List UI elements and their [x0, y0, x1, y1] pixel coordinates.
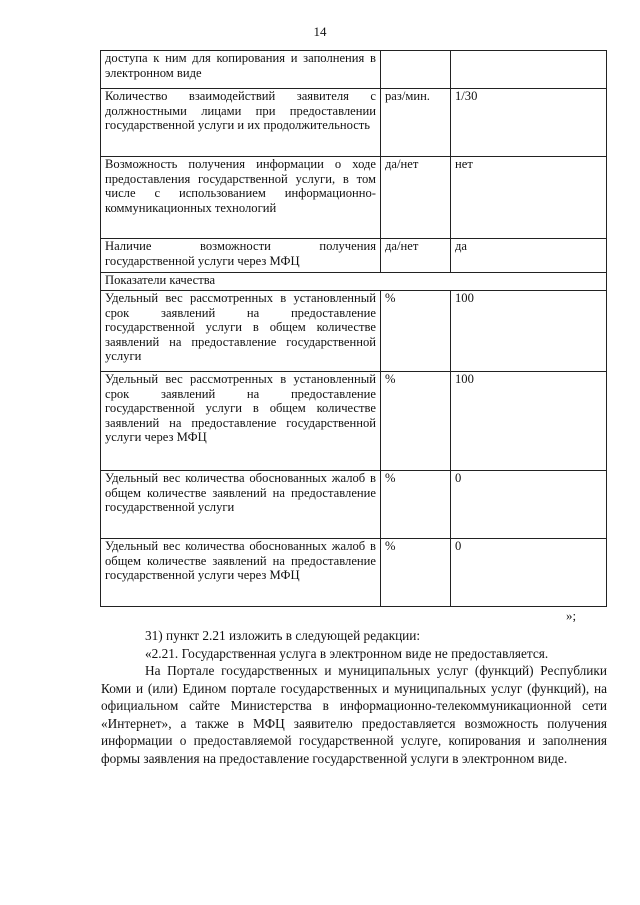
table-row [101, 539, 607, 607]
table-row [101, 157, 607, 239]
unit-cell: % [381, 291, 451, 372]
paragraph-portal: На Портале государственных и муниципальных услуг (функций) Республики Коми и (или) Едином портале государственных и муниципальных услуг (функций), на официальном сайте Министерства в информационно-телекоммуникационной сети «Интернет», а также в МФЦ заявителю предоставляется возможность получения информации о предоставляемой государственной услуге, копирования и заполнения формы заявления на предоставление государственной услуги в электронном виде. [101, 663, 607, 766]
indicator-cell: Возможность получения информации о ходе предоставления государственной услуги, в том числе с использованием информационно-коммуникационных технологий [101, 157, 381, 239]
value-cell: 100 [451, 372, 607, 471]
indicator-cell: доступа к ним для копирования и заполнения в электронном виде [101, 51, 381, 89]
amendment-text [101, 627, 607, 767]
unit-cell: да/нет [381, 157, 451, 239]
table-row [101, 471, 607, 539]
table-section-row [101, 273, 607, 291]
indicator-cell: Удельный вес рассмотренных в установленный срок заявлений на предоставление государственной услуги в общем количестве заявлений на предоставление государственной услуги [101, 291, 381, 372]
table-row [101, 239, 607, 273]
section-heading: Показатели качества [101, 273, 607, 291]
indicator-cell: Удельный вес количества обоснованных жалоб в общем количестве заявлений на предоставление государственной услуги через МФЦ [101, 539, 381, 607]
indicator-cell: Наличие возможности получения государственной услуги через МФЦ [101, 239, 381, 273]
value-cell: да [451, 239, 607, 273]
indicator-cell: Количество взаимодействий заявителя с должностными лицами при предоставлении государственной услуги и их продолжительность [101, 89, 381, 157]
paragraph-2-21: «2.21. Государственная услуга в электронном виде не предоставляется. [145, 645, 549, 661]
closing-quote: »; [566, 608, 577, 623]
unit-cell: % [381, 471, 451, 539]
table-row [101, 291, 607, 372]
indicator-cell: Удельный вес количества обоснованных жалоб в общем количестве заявлений на предоставление государственной услуги [101, 471, 381, 539]
indicators-table [100, 50, 607, 607]
unit-cell: раз/мин. [381, 89, 451, 157]
page-number: 14 [313, 24, 327, 39]
value-cell: нет [451, 157, 607, 239]
value-cell [451, 51, 607, 89]
indicator-cell: Удельный вес рассмотренных в установленный срок заявлений на предоставление государственной услуги в общем количестве заявлений на предоставление государственной услуги через МФЦ [101, 372, 381, 471]
item-31: 31) пункт 2.21 изложить в следующей редакции: [145, 628, 421, 643]
value-cell: 100 [451, 291, 607, 372]
value-cell: 0 [451, 539, 607, 607]
value-cell: 0 [451, 471, 607, 539]
table-row [101, 372, 607, 471]
table-row [101, 89, 607, 157]
unit-cell: % [381, 372, 451, 471]
table-row [101, 51, 607, 89]
value-cell: 1/30 [451, 89, 607, 157]
unit-cell: % [381, 539, 451, 607]
unit-cell: да/нет [381, 239, 451, 273]
unit-cell [381, 51, 451, 89]
